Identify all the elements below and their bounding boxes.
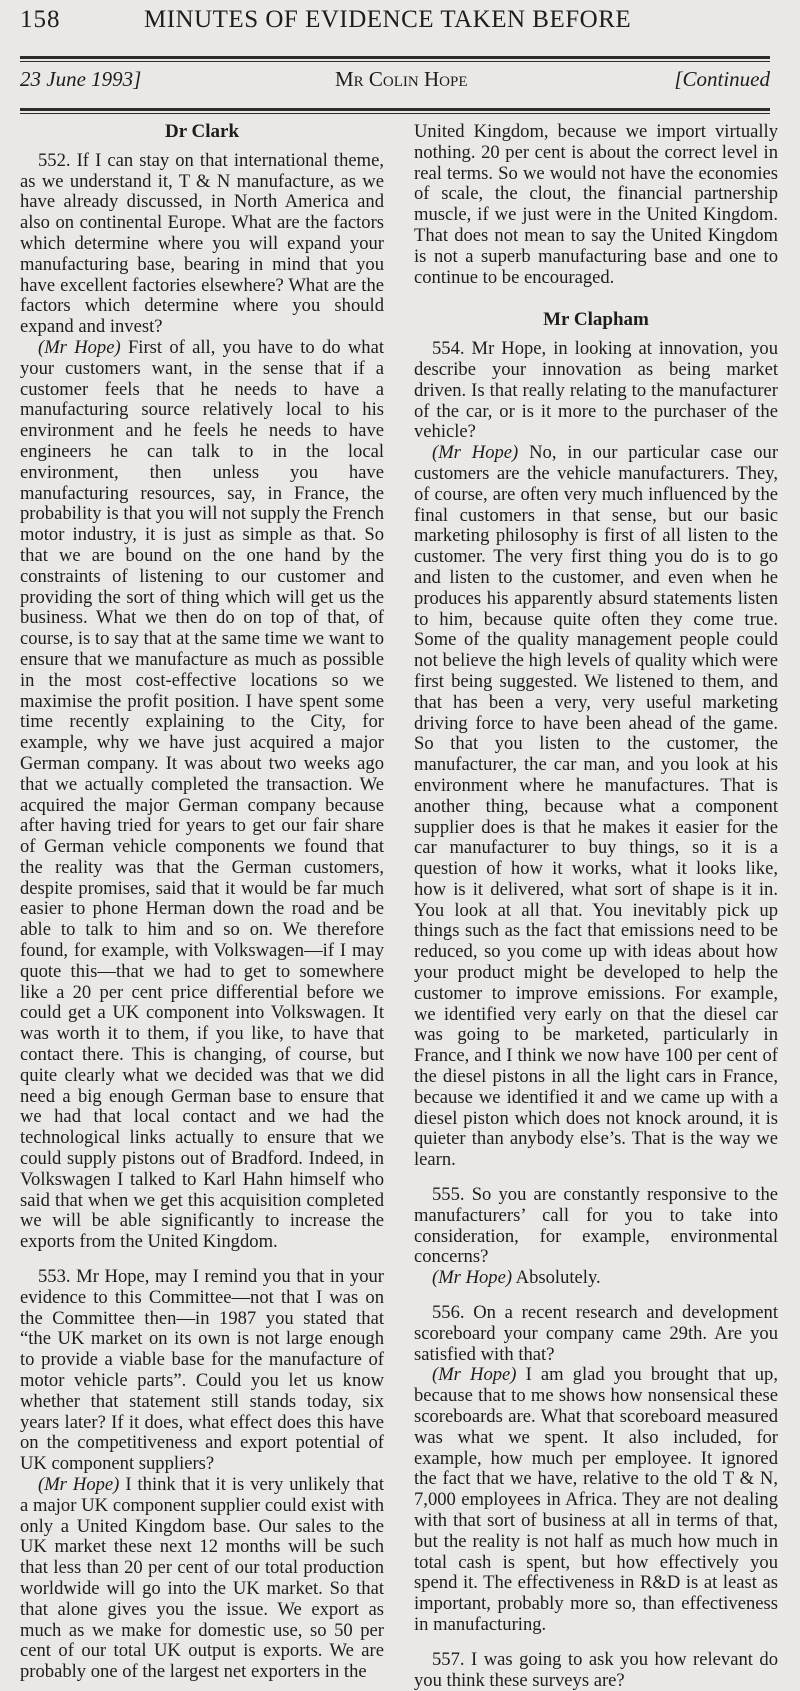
answer-553 — [20, 1475, 384, 1683]
answer-556 — [414, 1365, 778, 1635]
paragraph-gap — [414, 1171, 778, 1185]
answer-552 — [20, 338, 384, 1253]
question-556: 556. On a recent research and development scoreboard your company came 29th. Are you satisfied with that? — [414, 1302, 778, 1365]
paragraph-gap — [414, 1289, 778, 1303]
answer-text: I think that it is very unlikely that a major UK component supplier could exist with only a United Kingdom base. Our sales to the UK market these next 12 months will be such that less than 20 per cent of our total production worldwide will go into the UK market. So that that alone gives you the issue. We export as much as we make for domestic use, so 50 per cent of our total UK output is exports. We are probably one of the largest net exporters in the — [20, 1474, 385, 1683]
answer-553-continued: United Kingdom, because we import virtually nothing. 20 per cent is about the correct level in real terms. So we would not have the economies of scale, the clout, the financial partnership muscle, if we just were in the United Kingdom. That does not mean to say the United Kingdom is not a superb manufacturing base and one to continue to be encouraged. — [414, 121, 778, 288]
page-header — [20, 6, 770, 46]
session-date: 23 June 1993] — [20, 67, 142, 91]
header-rule-top — [20, 56, 770, 62]
question-554: 554. Mr Hope, in looking at innovation, you describe your innovation as being market driven. Is that really relating to the manufacturer of the car, or is it more to the purchaser of the vehicle? — [414, 338, 778, 443]
subheader — [20, 67, 770, 97]
answer-speaker: (Mr Hope) — [432, 1267, 513, 1289]
answer-text: First of all, you have to do what your customers want, in the sense that if a customer feels that he needs to have a manufacturing source relatively local to his environment and he feels he needs to have engineers he can talk to in the local environment, then unless you have manufacturing resources, say, in France, the probability is that you will not supply the French motor industry, it is just as simple as that. So that we are bound on the one hand by the constraints of listening to our customer and providing the sort of thing which will get us the business. What we then do on top of that, of course, is to say that at the same time we want to ensure that we manufacture as much as possible in the most cost-effective locations so we maximise the profit position. I have spent some time recently explaining to the City, for example, why we have just acquired a major German company. It was about two weeks ago that we actually completed the transaction. We acquired the major German company because after having tried for years to get our fair share of German vehicle components we found that the reality was that the German customers, despite promises, said that it would be far much easier to phone Herman down the road and be able to talk to him and so on. We therefore found, for example, with Volkswagen—if I may quote this—that we had to get to somewhere like a 20 per cent price differential before we could get a UK component into Volkswagen. It was worth it to them, if you like, to have that contact there. This is changing, of course, but quite clearly what we decided was that we did need a big enough German base to ensure that we had that local contact and we had the technological links actually to ensure that we could supply pistons out of Bradford. Indeed, in Volkswagen I talked to Karl Hahn himself who said that when we get this acquisition completed we will be able significantly to increase the exports from the United Kingdom. — [20, 336, 384, 1253]
answer-speaker: (Mr Hope) — [38, 1474, 120, 1495]
answer-text: No, in our particular case our customers are the vehicle manufacturers. They, of course, are often very much influenced by the final customers in that sense, but our basic marketing philosophy is first of all listen to the customer. The very first thing you do is to go and listen to the customer, and even when he produces his apparently absurd statements listen to him, because quite often they come true. Some of the quality management people could not believe the high levels of quality which were first being suggested. We listened to them, and that has been a very, very useful marketing driving force to have been ahead of the game. So that you listen to the customer, the manufacturer, the car man, and you look at his environment where he manufactures. That is another thing, because what a component supplier does is that he makes it easier for the car manufacturer to buy things, so it is a question of how it works, what it looks like, how is it delivered, what sort of shape is it in. You look at all that. You inevitably pick up things such as the fact that emissions need to be reduced, so you come up with ideas about how your product might be developed to help the customer to improve emissions. For example, we identified very early on that the diesel car was going to be marketed, particularly in France, and I think we now have 100 per cent of the diesel pistons in all the light cars in France, because we identified it and we came up with a diesel piston which does not knock around, it is quieter than anybody else’s. That is the way we learn. — [414, 442, 779, 1171]
answer-speaker: (Mr Hope) — [432, 442, 519, 464]
answer-speaker: (Mr Hope) — [432, 1364, 517, 1386]
speaker-heading: Mr Clapham — [543, 309, 649, 331]
running-title: MINUTES OF EVIDENCE TAKEN BEFORE — [144, 6, 632, 33]
answer-speaker: (Mr Hope) — [38, 336, 121, 358]
answer-text: Absolutely. — [512, 1267, 601, 1289]
header-rule-bottom — [20, 108, 770, 114]
witness-name: Mr Colin Hope — [335, 67, 468, 91]
question-557: 557. I was going to ask you how relevant do you think these surveys are? — [414, 1648, 778, 1691]
answer-554 — [414, 443, 778, 1171]
page-number: 158 — [20, 6, 61, 33]
paragraph-gap — [414, 1636, 778, 1650]
left-column — [20, 122, 384, 1683]
continued-label: [Continued — [674, 67, 770, 91]
question-552: 552. If I can stay on that international theme, as we understand it, T & N manufacture, as we have already discussed, in North America and also on continental Europe. What are the factors which determine where you will expand your manufacturing base, bearing in mind that you have excellent factories elsewhere? What are the factors which determine where you should expand and invest? — [20, 149, 384, 338]
answer-555 — [414, 1268, 778, 1289]
right-column — [414, 122, 778, 1691]
answer-text: I am glad you brought that up, because that to me shows how nonsensical these scoreboards are. What that scoreboard measured was what we spent. It also included, for example, how much per employee. It ignored the fact that we have, relative to the old T & N, 7,000 employees in Africa. They are not dealing with that sort of business at all in terms of that, but the reality is not half as much how much in total cash is spent, but how effectively you spend it. The effectiveness in R&D is at least as important, probably more so, than effectiveness in manufacturing. — [414, 1364, 779, 1635]
paragraph-gap — [20, 1253, 384, 1267]
speaker-heading: Dr Clark — [164, 121, 240, 142]
question-555: 555. So you are constantly responsive to the manufacturers’ call for you to take into consideration, for example, environmental concerns? — [414, 1184, 778, 1268]
question-553: 553. Mr Hope, may I remind you that in your evidence to this Committee—not that I was on the Committee then—in 1987 you stated that “the UK market on its own is not large enough to provide a viable base for the manufacture of motor vehicle parts”. Could you let us know whether that statement still stands today, six years later? If it does, what effect does this have on the competitiveness and export potential of UK component suppliers? — [20, 1266, 384, 1475]
